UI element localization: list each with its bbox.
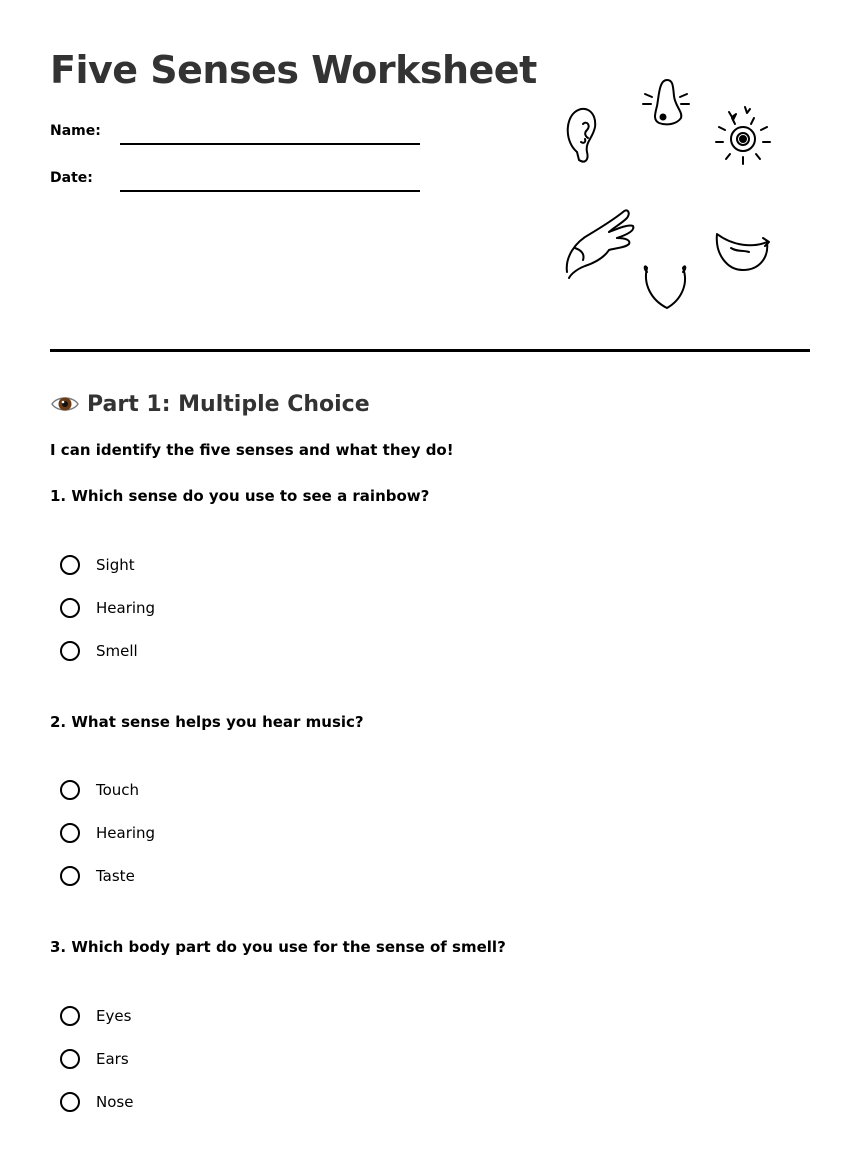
option-label: Touch — [96, 781, 140, 799]
section-divider — [50, 349, 810, 352]
section-title-text: Part 1: Multiple Choice — [87, 391, 370, 417]
q3-option-nose[interactable] — [60, 1089, 133, 1115]
question-2: 2. What sense helps you hear music? — [50, 713, 364, 731]
q3-option-ears[interactable] — [60, 1046, 129, 1072]
q2-option-taste[interactable] — [60, 863, 135, 889]
option-label: Smell — [96, 642, 138, 660]
radio-button[interactable] — [60, 1049, 80, 1069]
radio-button[interactable] — [60, 866, 80, 886]
option-label: Taste — [96, 867, 135, 885]
eye-icon — [716, 107, 770, 164]
option-label: Sight — [96, 556, 135, 574]
q1-option-smell[interactable] — [60, 638, 138, 664]
tongue-icon — [645, 266, 686, 308]
section-title-part1 — [50, 388, 370, 420]
page-title: Five Senses Worksheet — [50, 48, 537, 92]
option-label: Ears — [96, 1050, 129, 1068]
name-label: Name: — [50, 123, 101, 139]
option-label: Nose — [96, 1093, 134, 1111]
option-label: Hearing — [96, 824, 156, 842]
q2-option-touch[interactable] — [60, 777, 139, 803]
learning-objective: I can identify the five senses and what they do! — [50, 441, 454, 459]
name-line[interactable] — [120, 143, 420, 145]
ear-icon — [568, 109, 595, 162]
option-label: Hearing — [96, 599, 156, 617]
option-label: Eyes — [96, 1007, 132, 1025]
q1-option-hearing[interactable] — [60, 595, 155, 621]
radio-button[interactable] — [60, 1006, 80, 1026]
eye-icon — [50, 389, 80, 419]
q3-option-eyes[interactable] — [60, 1003, 131, 1029]
hand-icon — [567, 210, 634, 278]
date-line[interactable] — [120, 190, 420, 192]
radio-button[interactable] — [60, 641, 80, 661]
five-senses-illustration — [555, 72, 785, 312]
q1-option-sight[interactable] — [60, 552, 135, 578]
radio-button[interactable] — [60, 555, 80, 575]
question-3: 3. Which body part do you use for the sense of smell? — [50, 938, 506, 956]
q2-option-hearing[interactable] — [60, 820, 155, 846]
radio-button[interactable] — [60, 598, 80, 618]
radio-button[interactable] — [60, 1092, 80, 1112]
radio-button[interactable] — [60, 823, 80, 843]
name-field — [50, 123, 430, 153]
question-1: 1. Which sense do you use to see a rainbow? — [50, 487, 430, 505]
date-label: Date: — [50, 170, 93, 186]
radio-button[interactable] — [60, 780, 80, 800]
mouth-icon — [717, 234, 769, 270]
nose-icon — [643, 80, 689, 124]
date-field — [50, 170, 430, 200]
